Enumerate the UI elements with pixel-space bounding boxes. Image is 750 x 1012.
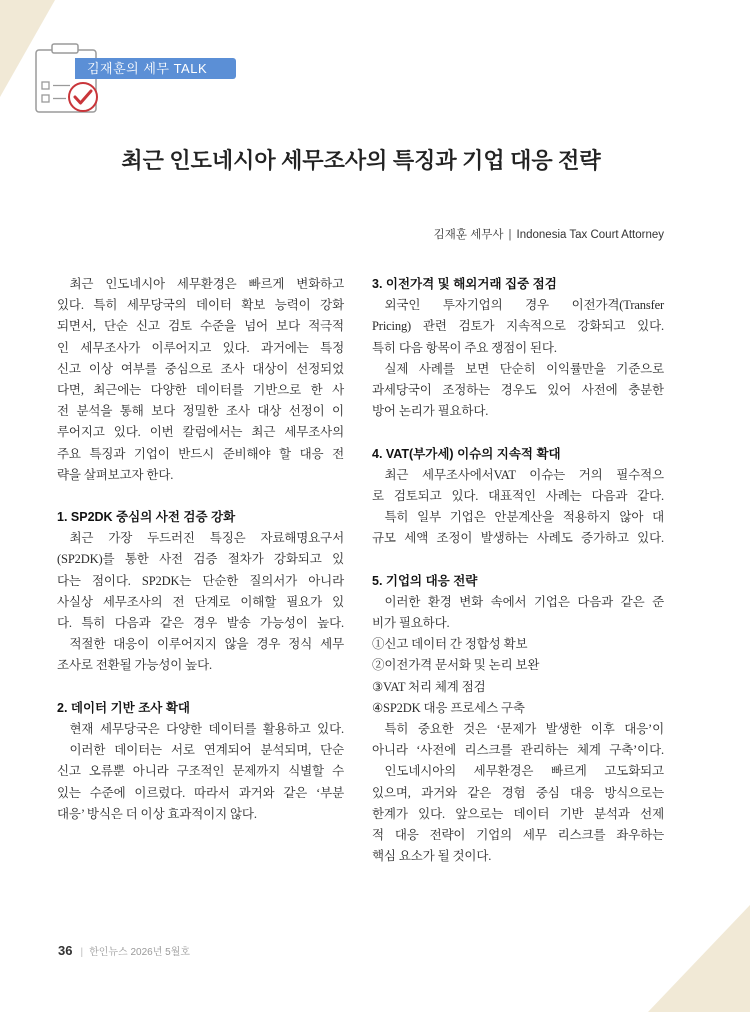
paragraph-line: 신고 이상 여부를 중심으로 조사 대상이 선정되었 [57,361,344,376]
paragraph-line: 주요 특징과 기업이 반드시 준비해야 할 대응 전 [57,446,344,461]
section-heading: 3. 이전가격 및 해외거래 집중 점검 [372,277,557,291]
list-item: ③VAT 처리 체계 점검 [372,679,486,694]
paragraph-line: 적절한 대응이 이루어지지 않을 경우 정식 세무 [69,637,344,652]
paragraph-line: 되면서, 단순 신고 검토 수준을 넘어 보다 적극적 [57,319,344,334]
paragraph [57,634,344,676]
paragraph [57,274,344,486]
paragraph [372,465,664,507]
section-heading: 5. 기업의 대응 전략 [372,573,478,588]
paragraph-line: 비가 필요하다. [372,616,450,630]
paragraph-line: 있다. 특히 세무당국의 데이터 확보 능력이 강화 [57,298,344,313]
paragraph-line: 현재 세무당국은 다양한 데이터를 활용하고 있다. [69,721,344,736]
paragraph-line: 규모 세액 조정이 발생하는 사례도 증가하고 있다. [372,531,664,546]
paragraph [57,740,344,825]
paragraph-line: 외국인 투자기업의 경우 이전가격(Transfer [384,298,664,313]
paragraph-line: 략을 살펴보고자 한다. [57,467,174,482]
paragraph-line: 전 분석을 통해 보다 정밀한 조사 대상 선정이 이 [57,404,344,419]
page-footer [58,942,190,960]
page-number: 36 [58,943,73,958]
paragraph [372,592,664,634]
paragraph-line: 한계가 있다. 앞으로는 데이터 기반 분석과 선제 [372,806,664,821]
right-column [372,274,664,867]
corner-accent-bottom-right [640,900,750,1012]
section-heading: 2. 데이터 기반 조사 확대 [57,700,190,715]
paragraph-line: 다는 점이다. SP2DK는 단순한 질의서가 아니라 [57,573,344,588]
paragraph-line: 특히 중요한 것은 ‘문제가 발생한 이후 대응’이 [384,721,664,736]
paragraph-line: 방어 논리가 필요하다. [372,404,489,419]
paragraph-line: 다면, 최근에는 다양한 데이터를 기반으로 한 사 [57,382,344,397]
paragraph-line: 신고 오류뿐 아니라 구조적인 문제까지 식별할 수 [57,764,344,779]
byline-author: 김재훈 세무사 [433,229,504,241]
paragraph [372,295,664,359]
section-heading: 4. VAT(부가세) 이슈의 지속적 확대 [372,446,561,461]
paragraph-line: 핵심 요소가 될 것이다. [372,849,492,864]
paragraph-line: 있으며, 과거와 같은 경험 중심 대응 방식으로는 [372,785,664,800]
paragraph [372,359,664,423]
paragraph-line: 최근 가장 두드러진 특징은 자료해명요구서 [69,531,344,546]
paragraph-line: (SP2DK)를 통한 사전 검증 절차가 강화되고 있 [57,552,344,567]
article-title: 최근 인도네시아 세무조사의 특징과 기업 대응 전략 [121,148,601,173]
paragraph [372,507,664,549]
byline-role: Indonesia Tax Court Attorney [516,229,664,241]
numbered-list [372,634,664,719]
paragraph-line: 과세당국이 조정하는 경우도 있어 사전에 충분한 [372,382,664,397]
paragraph-line: 루어지고 있다. 이번 칼럼에서는 최근 세무조사의 [57,425,344,440]
byline-separator: | [508,229,512,241]
clipboard-check-icon [30,40,110,120]
paragraph [372,761,664,867]
list-item: ②이전가격 문서화 및 논리 보완 [372,658,540,673]
paragraph-line: 조사로 전환될 가능성이 높다. [57,658,213,673]
section-heading: 1. SP2DK 중심의 사전 검증 강화 [57,510,236,525]
paragraph [57,528,344,634]
paragraph-line: Pricing) 관련 검토가 지속적으로 강화되고 있다. [372,319,664,334]
paragraph-line: 로 검토되고 있다. 대표적인 사례는 다음과 같다. [372,488,664,503]
paragraph-line: 인 세무조사가 이루어지고 있다. 과거에는 특정 [57,340,344,355]
paragraph-line: 적 대응 전략이 기업의 세무 리스크를 좌우하는 [372,827,664,842]
paragraph [57,719,344,740]
paragraph-line: 특히 다음 항목이 주요 쟁점이 된다. [372,340,557,355]
paragraph-line: 이러한 환경 변화 속에서 기업은 다음과 같은 준 [384,594,664,609]
paragraph-line: 특히 일부 기업은 안분계산을 적용하지 않아 대 [384,510,664,525]
paragraph-line: 있는 수준에 이르렀다. 따라서 과거와 같은 ‘부분 [57,785,344,800]
paragraph-line: 실제 사례를 보면 단순히 이익률만을 기준으로 [384,361,664,376]
footer-separator: | [80,947,84,958]
paragraph-line: 아니라 ‘사전에 리스크를 관리하는 체계 구축’이다. [372,743,664,758]
paragraph-line: 이러한 데이터는 서로 연계되어 분석되며, 단순 [69,743,344,758]
paragraph-line: 최근 인도네시아 세무환경은 빠르게 변화하고 [69,277,344,291]
list-item: ①신고 데이터 간 정합성 확보 [372,637,528,652]
paragraph-line: 사실상 세무조사의 전 단계로 이해할 필요가 있 [57,594,344,609]
paragraph-line: 대응’ 방식은 더 이상 효과적이지 않다. [57,806,257,821]
paragraph [372,719,664,761]
paragraph-line: 다. 특히 다음과 같은 경우 발송 가능성이 높다. [57,616,344,630]
paragraph-line: 인도네시아의 세무환경은 빠르게 고도화되고 [384,764,664,779]
byline [434,226,664,244]
left-column [57,274,344,825]
section-label: 김재훈의 세무 TALK [75,58,236,79]
issue-label: 한인뉴스 2026년 5월호 [89,947,191,958]
list-item: ④SP2DK 대응 프로세스 구축 [372,700,525,715]
paragraph-line: 최근 세무조사에서VAT 이슈는 거의 필수적으 [384,467,664,482]
